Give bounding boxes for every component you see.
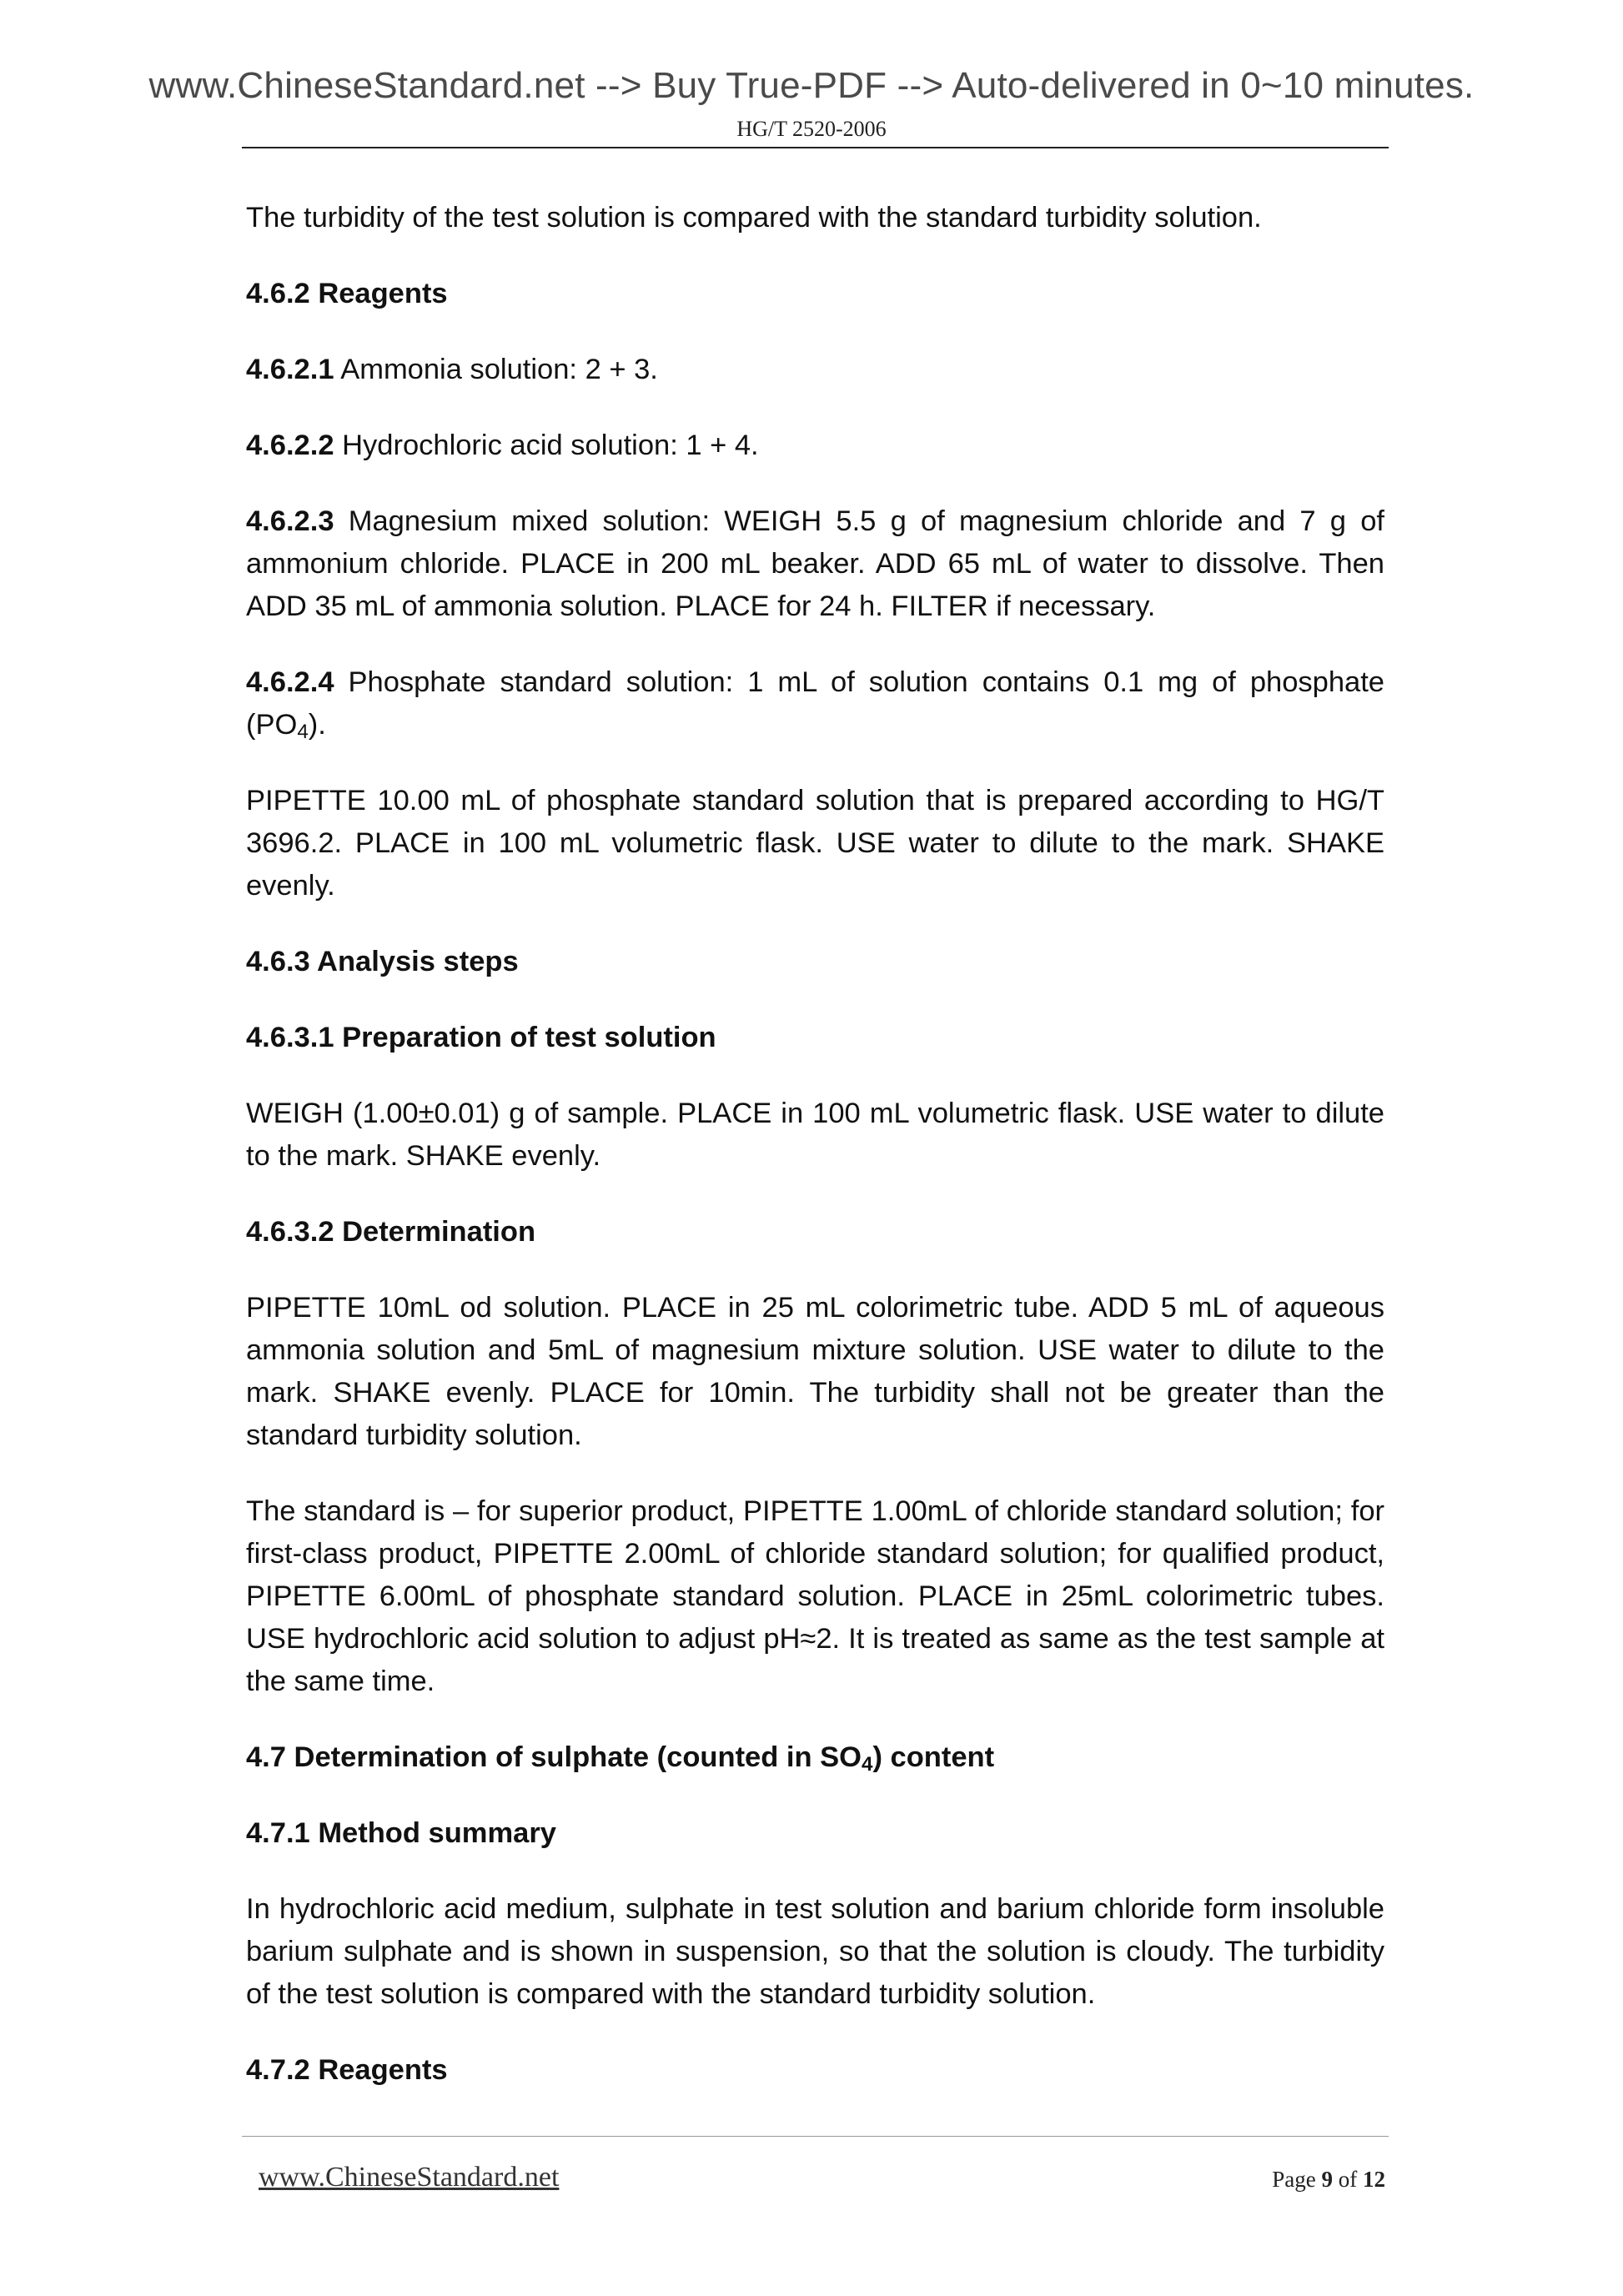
paragraph-determination: PIPETTE 10mL od solution. PLACE in 25 mL colorimetric tube. ADD 5 mL of aqueous ammonia solution and 5mL of magnesium mixture solution. USE water to dilute to the mark. SHAKE evenly. PLACE for 10min. The turbidity shall not be greater than the standard turbidity solution. xyxy=(246,1292,1384,1451)
page-number xyxy=(1272,2167,1385,2193)
paragraph-pipette-preparation: PIPETTE 10.00 mL of phosphate standard solution that is prepared according to HG/T 3696.2. PLACE in 100 mL volumetric flask. USE water to dilute to the mark. SHAKE evenly. xyxy=(246,785,1384,902)
clause-number: 4.6.2.4 xyxy=(246,666,334,698)
header-divider xyxy=(242,147,1389,148)
footer-divider xyxy=(242,2136,1389,2137)
heading-4-6-2: 4.6.2 Reagents xyxy=(246,278,448,309)
paragraph-method-summary: In hydrochloric acid medium, sulphate in test solution and barium chloride form insoluble barium sulphate and is shown in suspension, so that the solution is cloudy. The turbidity of the test solution is compared with the standard turbidity solution. xyxy=(246,1893,1384,2010)
clause-4-6-2-3 xyxy=(246,500,1384,628)
heading-4-6-3-1: 4.6.3.1 Preparation of test solution xyxy=(246,1022,716,1053)
site-banner: www.ChineseStandard.net --> Buy True-PDF --> Auto-delivered in 0~10 minutes. xyxy=(148,65,1475,106)
page-label: Page xyxy=(1272,2167,1322,2192)
heading-text-end: ) content xyxy=(872,1741,995,1773)
clause-number: 4.6.2.2 xyxy=(246,430,334,461)
paragraph-standard: The standard is – for superior product, PIPETTE 1.00mL of chloride standard solution; for first-class product, PIPETTE 2.00mL of chloride standard solution; for qualified product, PIPETTE 6.00mL of phosphate standard solution. PLACE in 25mL colorimetric tubes. USE hydrochloric acid solution to adjust pH≈2. It is treated as same as the test sample at the same time. xyxy=(246,1495,1384,1697)
heading-4-7-1: 4.7.1 Method summary xyxy=(246,1817,556,1849)
clause-4-6-2-4 xyxy=(246,661,1384,746)
heading-4-7-2: 4.7.2 Reagents xyxy=(246,2054,448,2086)
page-of: of xyxy=(1333,2167,1363,2192)
page-current: 9 xyxy=(1321,2167,1333,2192)
clause-4-6-2-2 xyxy=(246,425,1384,467)
clause-number: 4.6.2.1 xyxy=(246,354,334,385)
clause-number: 4.6.2.3 xyxy=(246,505,334,537)
clause-text: Magnesium mixed solution: WEIGH 5.5 g of magnesium chloride and 7 g of ammonium chloride. PLACE in 200 mL beaker. ADD 65 mL of water to dissolve. Then ADD 35 mL of ammonia solution. PLACE for 24 h. FILTER if necessary. xyxy=(246,505,1384,622)
heading-4-7 xyxy=(246,1736,1384,1779)
heading-text: 4.7 Determination of sulphate (counted in SO xyxy=(246,1741,862,1773)
page-total: 12 xyxy=(1363,2167,1385,2192)
document-id: HG/T 2520-2006 xyxy=(736,117,887,141)
page-content xyxy=(246,197,1384,2125)
paragraph-weigh-sample: WEIGH (1.00±0.01) g of sample. PLACE in 100 mL volumetric flask. USE water to dilute to the mark. SHAKE evenly. xyxy=(246,1098,1384,1172)
heading-4-6-3: 4.6.3 Analysis steps xyxy=(246,946,519,977)
clause-text: Phosphate standard solution: 1 mL of solution contains 0.1 mg of phosphate (PO xyxy=(246,666,1384,741)
paragraph-turbidity-comparison: The turbidity of the test solution is compared with the standard turbidity solution. xyxy=(246,202,1262,234)
clause-4-6-2-1 xyxy=(246,349,1384,391)
footer-site-link[interactable]: www.ChineseStandard.net xyxy=(259,2162,560,2193)
subscript: 4 xyxy=(862,1752,873,1776)
clause-text-end: ). xyxy=(308,709,326,741)
clause-text: Ammonia solution: 2 + 3. xyxy=(334,354,658,385)
clause-text: Hydrochloric acid solution: 1 + 4. xyxy=(334,430,759,461)
heading-4-6-3-2: 4.6.3.2 Determination xyxy=(246,1216,536,1248)
subscript: 4 xyxy=(297,720,309,743)
